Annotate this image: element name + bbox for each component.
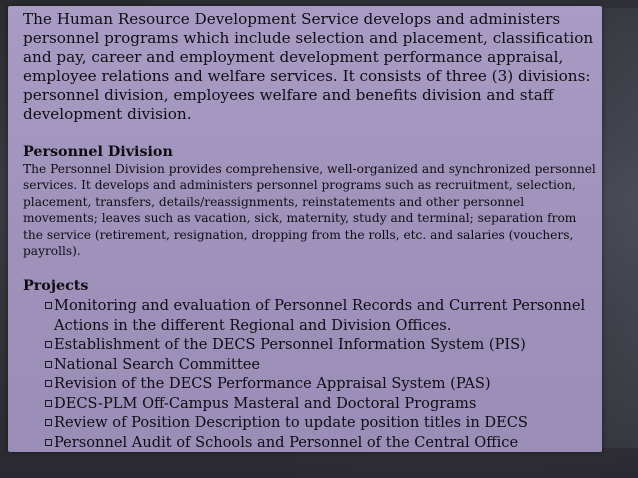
square-bullet-icon (45, 380, 52, 387)
list-item (45, 433, 598, 453)
square-bullet-icon (45, 361, 52, 368)
square-bullet-icon (45, 419, 52, 426)
personnel-division-body: The Personnel Division provides comprehensive, well-organized and synchronized personnel services. It develops and administers personnel programs such as recruitment, selection, placement, transfers, details/reassignments, reinstatements and other personnel movements; leaves such as vacation, sick, maternity, study and terminal; separation from the service (retirement, resignation, dropping from the rolls, etc. and salaries (vouchers, payrolls). (23, 162, 596, 259)
list-item (45, 374, 598, 394)
list-item-text: Monitoring and evaluation of Personnel Records and Current Personnel Actions in the different Regional and Division Offices. (54, 297, 586, 334)
intro-paragraph: The Human Resource Development Service develops and administers personnel programs which include selection and placement, classification and pay, career and employment development performance appraisal, employee relations and welfare services. It consists of three (3) divisions: personnel division, employees welfare and benefits division and staff development division. (23, 10, 594, 123)
list-item-text: Establishment of the DECS Personnel Information System (PIS) (54, 336, 526, 354)
slide-text (23, 10, 598, 452)
list-item (45, 335, 598, 355)
projects-list (23, 296, 598, 452)
list-item-text: Revision of the DECS Performance Appraisal System (PAS) (54, 375, 491, 393)
list-item (45, 296, 598, 335)
list-item-text: DECS-PLM Off-Campus Masteral and Doctoral Programs (54, 394, 477, 412)
square-bullet-icon (45, 439, 52, 446)
list-item (45, 355, 598, 375)
list-item-text: National Search Committee (54, 355, 261, 373)
square-bullet-icon (45, 341, 52, 348)
list-item (45, 413, 598, 433)
decorative-strip (602, 8, 638, 448)
personnel-division-heading: Personnel Division (23, 144, 173, 160)
square-bullet-icon (45, 302, 52, 309)
list-item-text: Personnel Audit of Schools and Personnel of the Central Office (54, 433, 519, 451)
list-item-text: Review of Position Description to update position titles in DECS (54, 414, 528, 432)
projects-heading: Projects (23, 278, 89, 295)
square-bullet-icon (45, 400, 52, 407)
list-item (45, 394, 598, 414)
